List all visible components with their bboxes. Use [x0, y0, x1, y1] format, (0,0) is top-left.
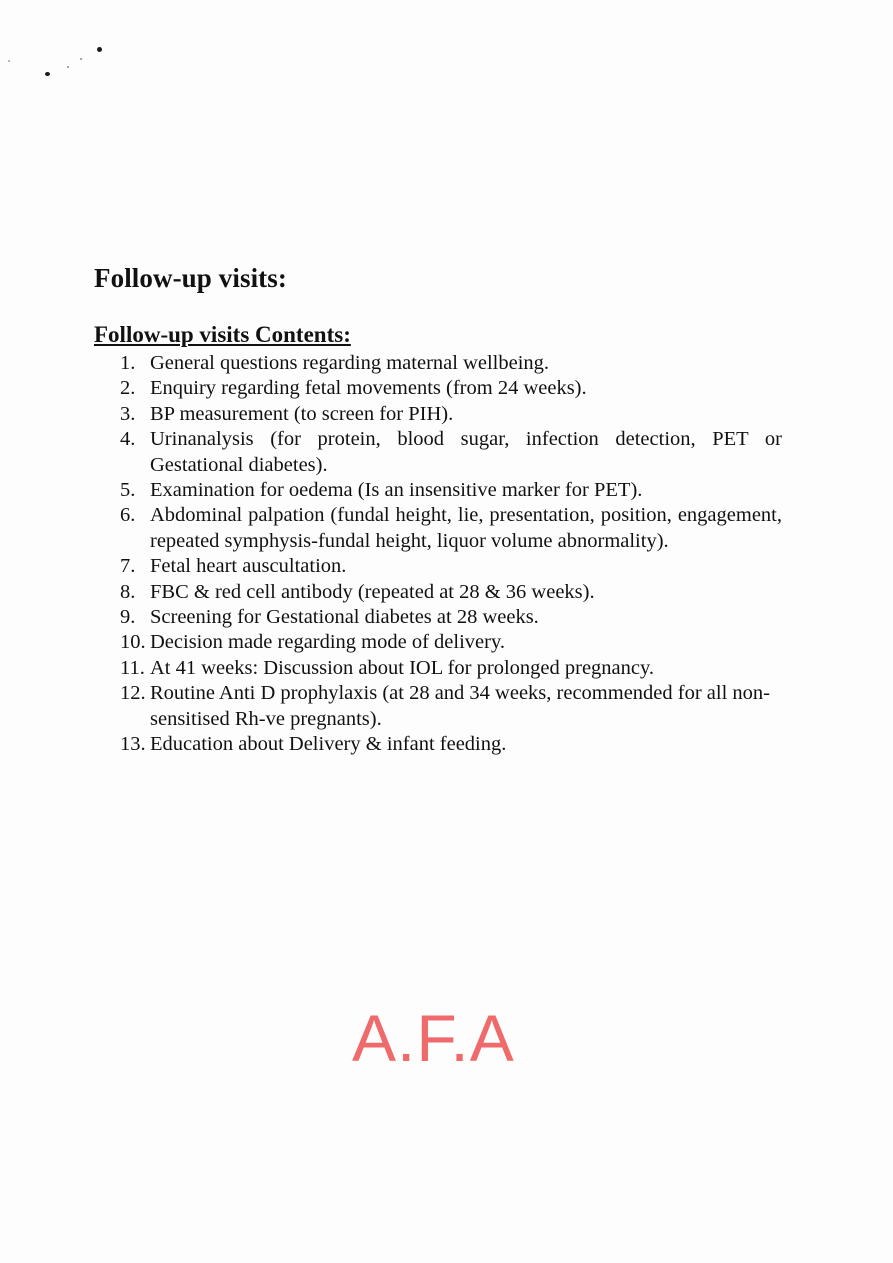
list-item: [120, 554, 782, 579]
list-item: [120, 376, 782, 401]
item-number: 1.: [120, 352, 136, 374]
watermark-stamp: A.F.A: [352, 1001, 515, 1075]
list-item: [120, 478, 782, 503]
scan-speck: [67, 66, 69, 68]
item-text: General questions regarding maternal wellbeing.: [150, 352, 550, 374]
list-item: [120, 580, 782, 605]
list-item: [120, 351, 782, 376]
item-text: Urinanalysis (for protein, blood sugar, infection detection, PET or Gestational diabetes).: [150, 428, 782, 476]
list-item: [120, 503, 782, 554]
item-number: 11.: [120, 656, 145, 679]
list-item: [120, 427, 782, 478]
item-text: Screening for Gestational diabetes at 28 weeks.: [150, 606, 539, 629]
list-item: [120, 681, 782, 732]
item-number: 13.: [120, 733, 146, 756]
scan-speck: [45, 72, 50, 76]
list-item: [120, 605, 782, 630]
item-text: Enquiry regarding fetal movements (from 24 weeks).: [150, 377, 587, 400]
list-item: [120, 732, 782, 757]
item-number: 10.: [120, 631, 146, 654]
item-text: Abdominal palpation (fundal height, lie, presentation, position, engagement, repeated symphysis-fundal height, liquor volume abnormality).: [150, 504, 782, 552]
item-number: 5.: [120, 479, 136, 502]
scan-speck: [8, 60, 10, 62]
item-number: 3.: [120, 402, 136, 425]
scan-speck: [97, 47, 102, 52]
section-heading: Follow-up visits Contents:: [94, 322, 351, 347]
item-number: 6.: [120, 504, 136, 527]
item-number: 4.: [120, 428, 136, 451]
item-text: At 41 weeks: Discussion about IOL for prolonged pregnancy.: [150, 656, 655, 679]
item-number: 8.: [120, 580, 136, 603]
contents-list: [120, 351, 782, 758]
item-text: FBC & red cell antibody (repeated at 28 & 36 weeks).: [150, 580, 595, 603]
item-text: Routine Anti D prophylaxis (at 28 and 34 weeks, recommended for all non-sensitised Rh-ve pregnants).: [150, 682, 770, 730]
page-title: Follow-up visits:: [94, 263, 287, 293]
scan-speck: [80, 58, 82, 60]
list-item: [120, 630, 782, 655]
list-item: [120, 656, 782, 681]
item-number: 12.: [120, 682, 146, 705]
item-text: Education about Delivery & infant feeding.: [150, 733, 507, 756]
item-number: 2.: [120, 377, 136, 400]
item-number: 9.: [120, 606, 136, 629]
item-text: Examination for oedema (Is an insensitive marker for PET).: [150, 479, 643, 502]
list-item: [120, 402, 782, 427]
item-text: BP measurement (to screen for PIH).: [150, 402, 454, 425]
item-text: Fetal heart auscultation.: [150, 555, 347, 578]
item-number: 7.: [120, 555, 136, 578]
item-text: Decision made regarding mode of delivery.: [150, 631, 506, 654]
